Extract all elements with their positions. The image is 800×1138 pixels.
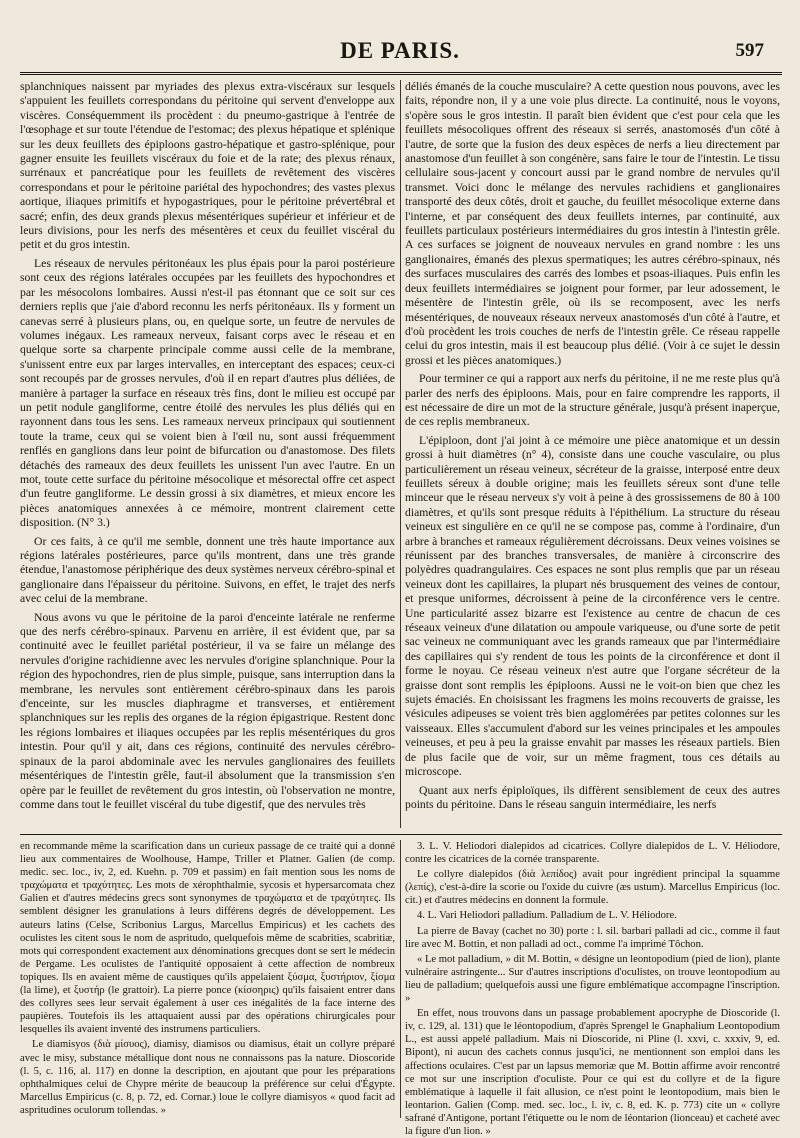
page-header [0,38,800,72]
footnote-left-paragraph: en recommande même la scarification dans un curieux passage de ce traité qui a donné lieu aux commentaires de Woolhouse, Hampe, Triller et Platner. Galien (de comp. medic. sec. loc., iv, 2, ed. Kuehn. p. 709 et passim) en fait mention sous les noms de τραχώματα et τραχύτητες. Les mots de xérophthalmie, sycosis et hypersarcomata chez Galien et d'autres médecins grecs sont synonymes de τραχώματα et de τραχύτητες. Ils semblent désigner les granulations à leurs différens degrés de développement. Les auteurs latins (Celse, Scribonius Largus, Marcellus Empiricus) et les cachets des oculistes les citent sous le nom de aspritudo, quelquefois même de scabrities, scabritiæ, mots qui correspondent exactement aux dénominations grecques dont se sert le médecin de Pergame. Les oculistes de l'antiquité opposaient à cette affection de nombreux topiques. Ils en avaient même de caustiques qu'ils appelaient ξύσμα, ξυστήριον, ξίσμα (la lime), et ξυστήρ (le grattoir). La pierre ponce (κίσσηρις) qu'ils faisaient entrer dans des collyres sees leur servait également à user ces inégalités de la face interne des paupières. Toutefois ils les attaquaient aussi par des opérations chirurgicales pour lesquelles ils avaient inventé des instrumens particuliers. [20,841,395,1036]
main-left-paragraph: Les réseaux de nervules péritonéaux les plus épais pour la paroi postérieure sont ceux des régions latérales occupées par les feuillets des hypochondres et par les mésocolons lombaires. Aussi n'est-il pas étonnant que ce soit sur ces derniers replis que j'aie d'abord reconnu les nerfs péritonéaux. Ils y forment un canevas serré à plusieurs plans, ou, en quelque sorte, un feutre de nervules de volumes inégaux. Les rameaux nerveux, faisant corps avec le réseau et en quelque sorte sa charpente principale comme aussi celle de la membrane, s'unissent entre eux par larges intervalles, en interceptant des espaces; ceux-ci sont recoupés par de grosses nervules, d'où il en repart d'autres plus déliées, de manière à partager la surface en réseaux très fins, dont le milieu est occupé par un petit nodule gangliforme, centre étoilé des nervules les plus déliés qui en rayonnent dans tous les sens. Les rameaux nerveux principaux qui soutiennent toute la trame, ceux qui se voient bien à l'œil nu, sont aussi fréquemment renflés en ganglions dans leur point de bifurcation ou d'anastomose. Des filets détachés des rameaux des deux feuillets les unissent l'un avec l'autre. En un mot, toute cette surface du péritoine mésocolique et mésorectal offre cet aspect d'un feutre gangliforme. Le dessin grossi à six diamètres, et mieux encore les pièces anatomiques annexées à ce mémoire, montrent clairement cette disposition. (N° 3.) [20,256,395,530]
footnote-rule [20,834,782,835]
main-right-paragraph: L'épiploon, dont j'ai joint à ce mémoire une pièce anatomique et un dessin grossi à huit diamètres (n° 4), consiste dans une couche vasculaire, ou plus particulièrement un réseau veineux, sécréteur de la graisse, interposé entre deux feuillets séreux à double origine; mais les feuillets séreux sont d'une telle minceur que le réseau nerveux s'y voit à peine à des grossissemens de 80 à 100 diamètres, et qu'ils sont presque réduits à l'épithélium. La structure du réseau veineux est singulière en ce qu'il ne se compose pas, comme à l'ordinaire, d'un arbre à branches et rameaux régulièrement décroissans. Deux veines voisines se réunissent par des branches transversales, de manière à circonscrire des polyèdres quadrangulaires. Ces espaces ne sont plus remplis que par un réseau veineux dont les capillaires, la plupart nés brusquement des veines de contour, et presque uniformes, décroissent à peine de la circonférence vers le centre. Une particularité assez bizarre est l'existence au centre de chacun de ces réseaux veineux d'une dilatation ou ampoule variqueuse, ou d'une sorte de petit sac veineux ne communiquant avec les grands rameaux que par l'intermédiaire des capillaires qui s'y rendent de tous les points de la circonférence et dont il forme le noyau. Ce réseau veineux n'est autre que l'organe sécréteur de la graisse dont sont remplis les épiploons. Aussi ne le voit-on bien que chez les sujets émaciés. En choisissant les fragmens les moins recouverts de graisse, les vésicules adipeuses se voient très bien agglomérées par petites colonnes sur les vaisseaux. Elles s'accumulent d'abord sur les veines principales et les ampoules veineuses, et peu à peu la graisse envahit par masses les réseaux partiels. Bien de plus facile que de voir, sur un même fragment, tous ces détails au microscope. [405,433,780,779]
column-divider [400,80,401,828]
footnotes-right-column [405,840,780,1137]
footnote-right-paragraph: « Le mot palladium, » dit M. Bottin, « désigne un leontopodium (pied de lion), plante vulnéraire astringente... Sur d'autres inscriptions d'oculistes, on trouve leontopodium au lieu de palladium; quelquefois aussi une figure emblématique accompagne l'inscription. » [405,953,780,1005]
footnote-right-paragraph: La pierre de Bavay (cachet no 30) porte : l. sil. barbari palladi ad cic., comme il faut lire avec M. Bottin, et non palladi ad oct., comme l'a imprimé Tôchon. [405,925,780,950]
footnote-left-paragraph: Le diamisyos (διὰ μίσυος), diamisy, diamisos ou diamisus, était un collyre préparé avec le misy, substance métallique dont nous ne connaissons pas la nature. Dioscoride (l. 5, c. 116, al. 117) en donne la description, en ajoutant que pour les préparations ophthalmiques celui de Chypre mérite de beaucoup la préférence sur celui d'Égypte. Marcellus Empiricus (c. 8, p. 72, ed. Cornar.) loue le collyre diamisyos « quod facit ad aspritudines oculorum tollendas. » [20,1039,395,1116]
footnote-right-paragraph: 3. L. V. Heliodori dialepidos ad cicatrices. Collyre dialepidos de L. V. Héliodore, contre les cicatrices de la cornée transparente. [405,841,780,866]
footnote-right-paragraph: Le collyre dialepidos (διὰ λεπίδος) avait pour ingrédient principal la squamme (λεπίς), c'est-à-dire la scorie ou l'oxide du cuivre (æs ustum). Marcellus Empiricus (loc. cit.) et d'autres médecins en donnent la formule. [405,869,780,907]
main-right-paragraph: Pour terminer ce qui a rapport aux nerfs du péritoine, il ne me reste plus qu'à parler des nerfs des épiploons. Mais, pour en faire comprendre les rapports, il est nécessaire de dire un mot de la structure générale, jusqu'à présent inaperçue, de ces replis membraneux. [405,372,780,429]
main-left-column [20,80,395,828]
header-rule [20,72,782,75]
footnote-right-paragraph: 4. L. Vari Heliodori palladium. Palladium de L. V. Héliodore. [417,910,677,922]
page-number: 597 [735,40,764,61]
footnote-right-paragraph: En effet, nous trouvons dans un passage probablement apocryphe de Dioscoride (l. iv, c. 129, al. 131) que le léontopodium, d'après Sprengel le Gnaphalium Leontopodium L., est aussi appelé palladium. Mais ni Dioscoride, ni Pline (l. xxvi, c. xxxiv, 9, ed. Bipont), ni aucun des cachets connus jusqu'ici, ne mentionnent son emploi dans les affections oculaires. C'est par un lapsus memoriæ que M. Bottin affirme avoir rencontré ce mot sur une inscription d'oculiste. Pour ce qui est du collyre et de la figure emblématique à laquelle il fait allusion, ce n'est point le leontopodium, mais bien le leontarion. Galien (Comp. med. sec. loc., l. iv, c. 8, ed. K. p. 773) cite un « collyre safrané d'Antigone, portant l'étiquette ou le nom de léontarion (lionceau) et cacheté avec la figure d'un lion. » [405,1008,780,1137]
footnote-column-divider [400,840,401,1118]
running-title: DE PARIS. [340,38,460,63]
main-right-column [405,80,780,828]
main-right-paragraph: déliés émanés de la couche musculaire? A cette question nous pouvons, avec les faits, répondre non, il y a une voie plus directe. La continuité, nous le voyons, s'opère sous le gros intestin. Il paraît bien évident que c'est pour cela que les feuillets mésocoliques offrent des réseaux si serrés, anastomosés d'un côté à l'autre, de sorte que la fusion des deux espèces de nerfs a lieu directement par anastomose d'un feuillet à son congénère, sans faire le tour de l'intestin. Le tissu cellulaire sous-jacent y concourt aussi par le grand nombre de nervules qu'il transmet. Voici donc le mélange des nervules rachidiens et ganglionaires transporté des deux côtés, droit et gauche, du feuillet mésocolique externe dans l'interne, et par conséquent des deux feuillets internes, par continuité, aux feuillets particulaux postérieurs intermédiaires du gros intestin à l'intestin grêle. A ces surfaces se joignent de nouveaux nervules en grand nombre : les uns ganglionaires, émanés des plexus spermatiques; les autres cérébro-spinaux, nés des surfaces musculaires des carrés des lombes et psoas-iliaques. Puis enfin les deux feuillets intermédiaires se joignent pour former, par leur adossement, le mésentère de l'intestin grêle, où ils se recomposent, avec les nerfs mésentériques, de nouveaux réseaux nerveux anastomosés d'un côté à l'autre, et d'où procèdent les trois couches de nerfs de l'intestin grêle. Ce réseau rappelle celui du gros intestin, mais il est beaucoup plus délié. (Voir à ce sujet le dessin grossi et les pièces anatomiques.) [405,80,780,367]
main-left-paragraph: Nous avons vu que le péritoine de la paroi d'enceinte latérale ne renferme que des nerfs cérébro-spinaux. Parvenu en arrière, il est évident que, par sa continuité avec le feuillet pariétal postérieur, il va se faire un mélange des nervules d'origine rachidienne avec les nervules d'origine splanchnique. Pour la région des hypochondres, rien de plus simple, puisque, sans interruption dans la membrane, les nervules sont entièrement cérébro-spinaux dans les parois d'enceinte, sur les muscles diaphragme et transverses, et entièrement splanchniques sur les replis des organes de la région épigastrique. Restent donc les régions lombaires et iliaques occupées par les replis mésentériques du gros intestin. Pour qu'il y ait, dans ces régions, continuité des nervules cérébro-spinaux de la paroi abdominale avec les nervules ganglionaires des feuillets mésentériques de l'intestin grêle, faut-il absolument que la transmission s'en opère par le feuillet de revêtement du gros intestin, où l'observation ne montre, comme dans tout le feuillet viscéral du tube digestif, que des nervules très [20,610,395,811]
footnotes-left-column [20,840,395,1118]
main-left-paragraph: splanchniques naissent par myriades des plexus extra-viscéraux sur lesquels s'appuient les feuillets correspondans du péritoine qui servent d'enveloppe aux viscères. Conséquemment ils procèdent : du pneumo-gastrique à l'entrée de l'œsophage et sur toute l'étendue de l'estomac; des plexus hépatique et splénique sur les deux feuillets des épiploons gastro-hépatique et gastro-splénique, pour gagner ensuite les feuillets viscéraux du foie et de la rate; des plexus rénaux, surrénaux et pancréatique pour les feuillets de revêtement des viscères correspondans et pour le péritoine pariétal des hypochondres; des vastes plexus aortique, iliaques primitifs et hypogastriques, pour le péritoine prévertébral et sacré; enfin, des deux grands plexus mésentériques supérieur et inférieur et de leurs divisions, pour les nerfs des mésentères et ceux du feuillet viscéral du petit et du gros intestin. [20,80,395,252]
main-left-paragraph: Or ces faits, à ce qu'il me semble, donnent une très haute importance aux régions latérales postérieures, parce qu'ils montrent, dans une très grande étendue, l'anastomose périphérique des deux systèmes nerveux cérébro-spinal et ganglionaire dans l'épaisseur du péritoine. Suivons, en effet, le trajet des nerfs avec celui de la membrane. [20,534,395,606]
main-right-paragraph: Quant aux nerfs épiploïques, ils diffèrent sensiblement de ceux des autres points du péritoine. Dans le réseau sanguin intermédiaire, les nerfs [405,783,780,811]
